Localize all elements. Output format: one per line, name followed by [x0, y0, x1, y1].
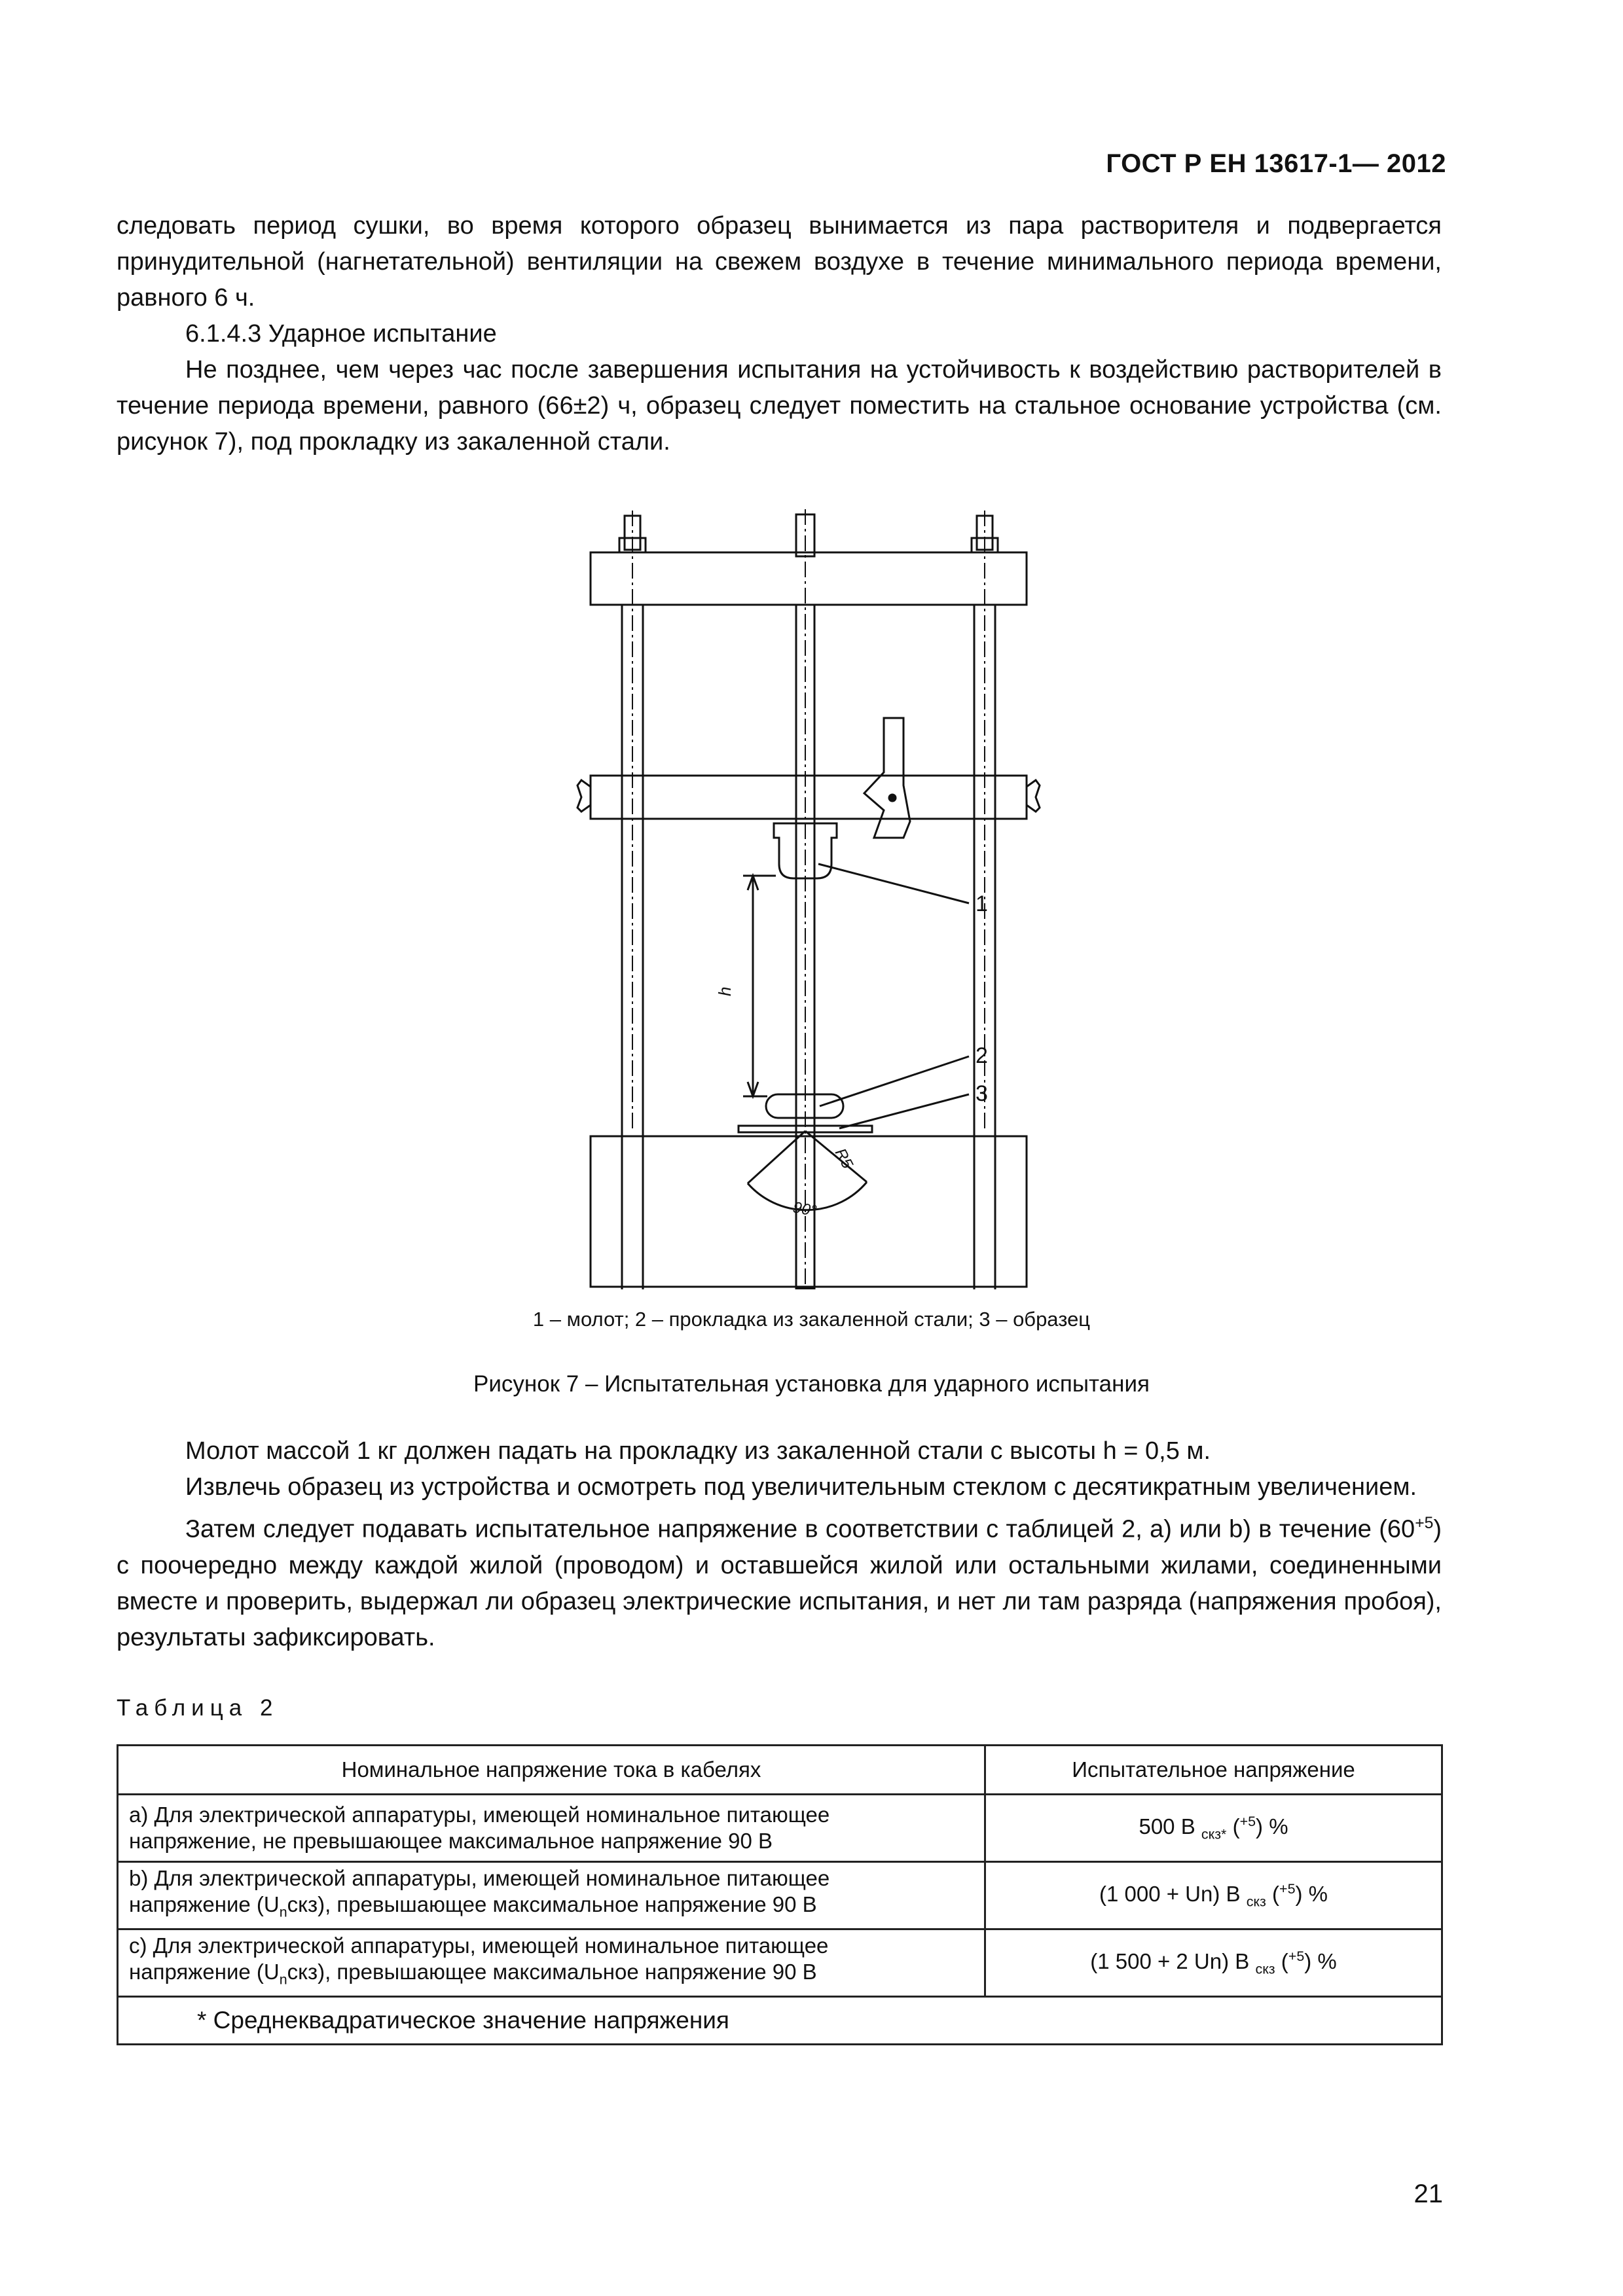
condition-line: c) Для электрической аппаратуры, имеющей номинальное питающее: [129, 1933, 829, 1958]
table-label: Таблица 2: [117, 1695, 279, 1721]
table-header-cell: Номинальное напряжение тока в кабелях: [118, 1746, 985, 1795]
table-row: [118, 1862, 1442, 1929]
paragraph-voltage-end: ) с поочередно между каждой жилой (проводом) и оставшейся жилой или остальными жилами, соединенными вместе и проверить, выдержал ли образец электрические испытания, и нет ли там разряда (напряжения пробоя), результаты зафиксировать.: [117, 1515, 1442, 1651]
body-text-bottom: [117, 1433, 1442, 1656]
voltage-sub: скз: [1246, 1893, 1266, 1910]
voltage-main: (1 000 + Un) В: [1099, 1881, 1247, 1906]
table-cell-condition: [118, 1862, 985, 1929]
height-label: h: [715, 986, 735, 996]
callout-3: 3: [976, 1081, 988, 1106]
condition-line: напряжение (U: [129, 1960, 280, 1984]
voltage-open: (: [1275, 1948, 1288, 1973]
condition-sub: n: [279, 1904, 287, 1920]
condition-line: b) Для электрической аппаратуры, имеющей номинальное питающее: [129, 1866, 830, 1891]
condition-sub: n: [279, 1971, 287, 1988]
voltage-close: ) %: [1295, 1881, 1328, 1906]
table-header-row: [118, 1746, 1442, 1795]
table-footnote-row: [118, 1997, 1442, 2045]
figure-title: Рисунок 7 – Испытательная установка для ударного испытания: [473, 1371, 1150, 1397]
table-cell-voltage: [985, 1862, 1442, 1929]
voltage-sup: +5: [1279, 1880, 1296, 1897]
angle-label: 90°: [791, 1198, 818, 1221]
paragraph-voltage-start: Затем следует подавать испытательное напряжение в соответствии с таблицей 2, а) или b) в течение (60: [185, 1515, 1415, 1543]
table-footnote: * Среднеквадратическое значение напряжения: [118, 1997, 1442, 2045]
paragraph-voltage: [117, 1505, 1442, 1656]
voltage-main: (1 500 + 2 Un) В: [1090, 1948, 1256, 1973]
table-cell-condition: [118, 1795, 985, 1862]
table-row: [118, 1929, 1442, 1997]
condition-line: скз), превышающее максимальное напряжение 90 В: [287, 1960, 817, 1984]
paragraph-drying: следовать период сушки, во время которого образец вынимается из пара растворителя и подвергается принудительной (нагнетательной) вентиляции на свежем воздухе в течение минимального периода времени, равного 6 ч.: [117, 212, 1442, 312]
radius-label: R5: [831, 1145, 856, 1172]
condition-line: напряжение (U: [129, 1892, 280, 1917]
condition-line: напряжение, не превышающее максимальное напряжение 90 В: [129, 1829, 773, 1853]
table-cell-condition: [118, 1929, 985, 1997]
voltage-main: 500 В: [1139, 1814, 1201, 1839]
paragraph-voltage-sup: +5: [1415, 1515, 1434, 1532]
voltage-sup: +5: [1239, 1813, 1256, 1829]
voltage-sub: скз*: [1201, 1826, 1227, 1842]
condition-line: скз), превышающее максимальное напряжение 90 В: [287, 1892, 817, 1917]
voltage-sub: скз: [1255, 1961, 1275, 1977]
voltage-close: ) %: [1304, 1948, 1337, 1973]
table-header-cell: Испытательное напряжение: [985, 1746, 1442, 1795]
paragraph-inspect: Извлечь образец из устройства и осмотреть под увеличительным стеклом с десятикратным увеличением.: [185, 1473, 1417, 1501]
section-heading: 6.1.4.3 Ударное испытание: [185, 320, 497, 348]
voltage-open: (: [1266, 1881, 1280, 1906]
callout-2: 2: [976, 1043, 988, 1068]
figure-legend: 1 – молот; 2 – прокладка из закаленной стали; 3 – образец: [532, 1308, 1091, 1331]
callout-1: 1: [976, 891, 988, 916]
page-number: 21: [1413, 2179, 1443, 2208]
impact-test-rig-figure: [576, 497, 1048, 1289]
paragraph-hammer: Молот массой 1 кг должен падать на прокладку из закаленной стали с высоты h = 0,5 м.: [185, 1437, 1211, 1465]
condition-line: а) Для электрической аппаратуры, имеющей номинальное питающее: [129, 1803, 830, 1827]
voltage-close: ) %: [1256, 1814, 1288, 1839]
table-row: [118, 1795, 1442, 1862]
body-text-top: [117, 208, 1442, 460]
paragraph-placement: Не позднее, чем через час после завершения испытания на устойчивость к воздействию растворителей в течение периода времени, равного (66±2) ч, образец следует поместить на стальное основание устройства (см. рисунок 7), под прокладку из закаленной стали.: [117, 356, 1442, 456]
document-code: ГОСТ Р ЕН 13617-1— 2012: [1106, 149, 1446, 178]
table-cell-voltage: [985, 1795, 1442, 1862]
table-cell-voltage: [985, 1929, 1442, 1997]
voltage-sup: +5: [1288, 1948, 1305, 1964]
voltage-table: [117, 1744, 1443, 2045]
impact-test-rig-drawing: [576, 497, 1048, 1289]
voltage-open: (: [1226, 1814, 1240, 1839]
